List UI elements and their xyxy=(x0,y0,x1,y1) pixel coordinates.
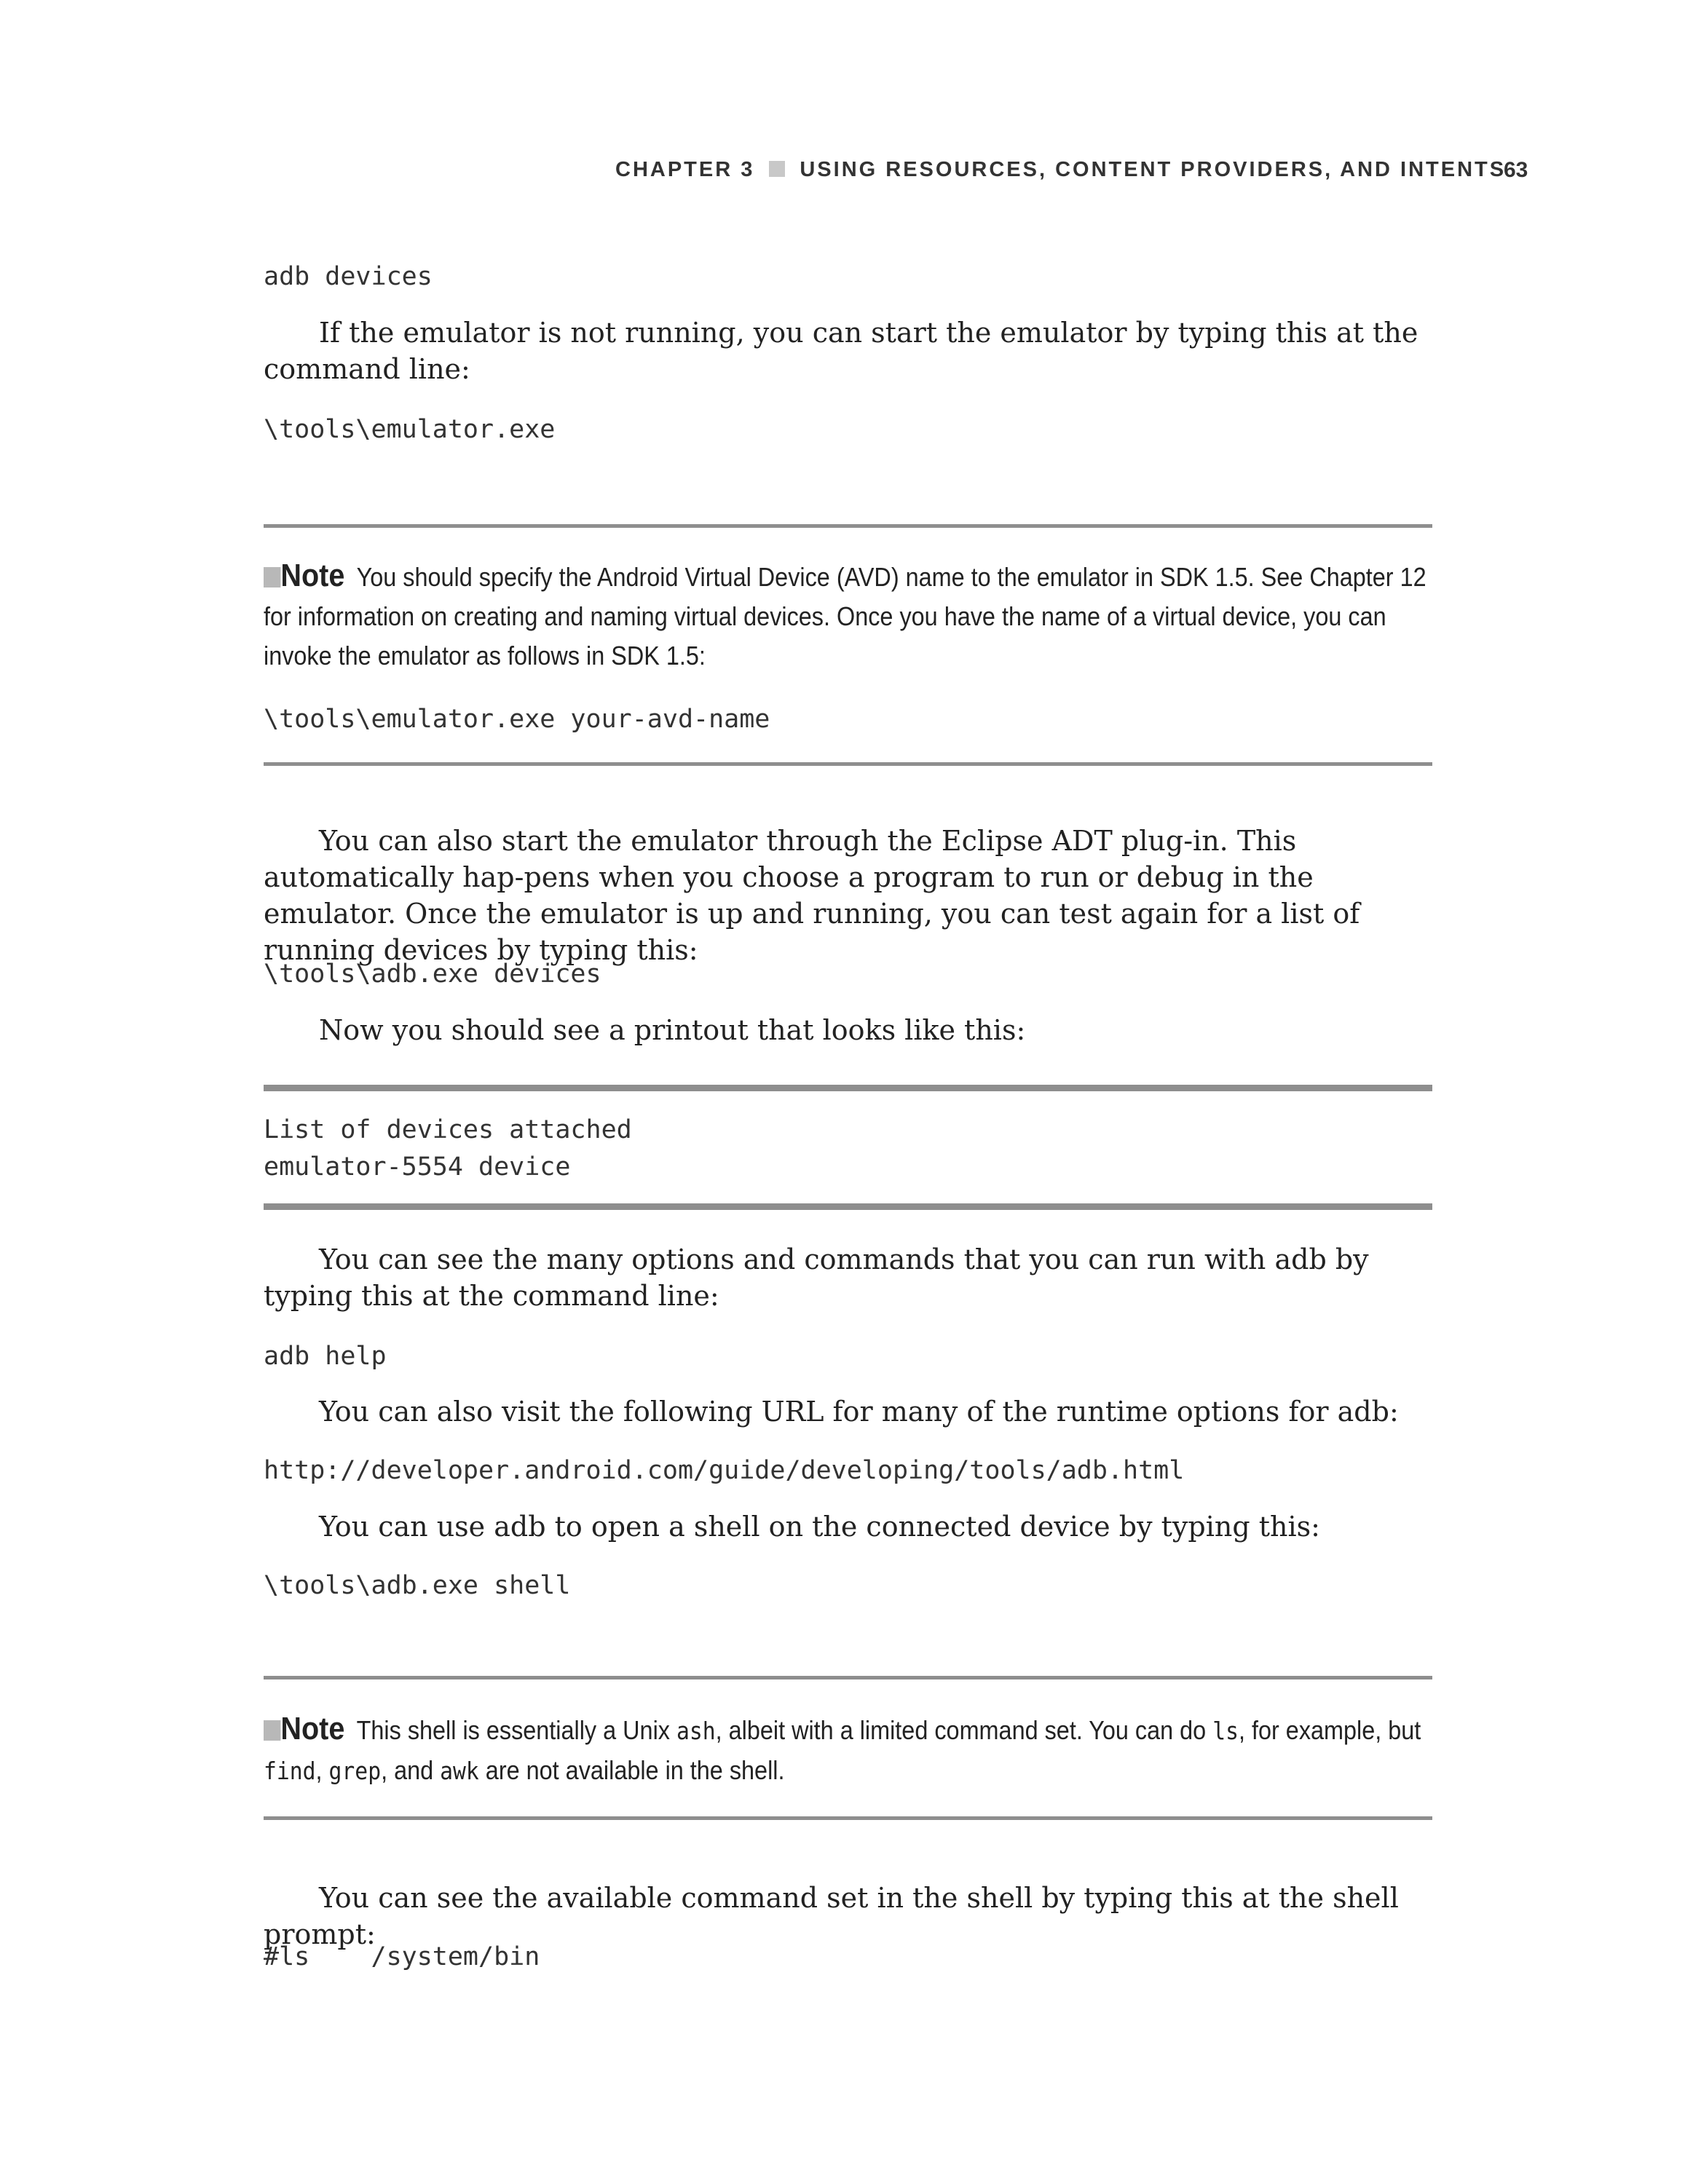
code-emulator-avd: \tools\emulator.exe your-avd-name xyxy=(264,705,770,734)
inline-code: ls xyxy=(1212,1717,1239,1745)
paragraph-eclipse-adt xyxy=(264,823,1432,968)
paragraph-text: You can also visit the following URL for many of the runtime options for adb: xyxy=(319,1396,1399,1428)
inline-code: find xyxy=(264,1757,316,1785)
inline-code: grep xyxy=(328,1757,382,1785)
code-ls-system-bin: #ls /system/bin xyxy=(264,1942,540,1971)
inline-code: awk xyxy=(440,1757,479,1785)
chapter-label: CHAPTER 3 xyxy=(615,158,755,181)
note-marker-icon xyxy=(264,567,280,587)
note-text: This shell is essentially a Unix xyxy=(356,1715,676,1745)
output-bottom-rule xyxy=(264,1203,1432,1210)
note-text: , xyxy=(315,1755,329,1785)
paragraph-text: You can see the available command set in the shell by typing this at the shell prompt: xyxy=(264,1882,1399,1950)
running-header xyxy=(615,158,1507,182)
note-text: , and xyxy=(381,1755,441,1785)
code-adb-exe-devices: \tools\adb.exe devices xyxy=(264,960,601,989)
paragraph-text: Now you should see a printout that looks like this: xyxy=(319,1014,1026,1046)
code-adb-shell: \tools\adb.exe shell xyxy=(264,1571,571,1600)
paragraph-shell xyxy=(264,1508,1432,1545)
note-label: Note xyxy=(280,558,345,593)
header-separator-icon xyxy=(769,161,785,177)
note-text: are not available in the shell. xyxy=(478,1755,785,1785)
paragraph-text: You can also start the emulator through the Eclipse ADT plug-in. This automatically hap-pens when you choose a program to run or debug in the emulator. Once the emulator is up and running, you can test again for a list of running devices by typing this: xyxy=(264,825,1360,966)
output-top-rule xyxy=(264,1085,1432,1091)
code-emulator-exe: \tools\emulator.exe xyxy=(264,415,556,444)
note2-top-rule xyxy=(264,1676,1432,1679)
paragraph-text: If the emulator is not running, you can start the emulator by typing this at the command line: xyxy=(264,317,1418,385)
code-url: http://developer.android.com/guide/developing/tools/adb.html xyxy=(264,1456,1185,1485)
paragraph-text: You can see the many options and commands that you can run with adb by typing this at the command line: xyxy=(264,1243,1369,1312)
paragraph-emulator-start xyxy=(264,314,1432,387)
note-bottom-rule xyxy=(264,762,1432,766)
code-adb-help: adb help xyxy=(264,1342,387,1371)
note-label: Note xyxy=(280,1711,345,1746)
note-text: , for example, but xyxy=(1238,1715,1421,1745)
paragraph-options xyxy=(264,1241,1432,1314)
paragraph-url xyxy=(264,1393,1432,1430)
note-text: You should specify the Android Virtual Device (AVD) name to the emulator in SDK 1.5. See Chapter 12 for information on creating and naming virtual devices. Once you have the name of a virtual device, you can invoke the emulator as follows in SDK 1.5: xyxy=(264,562,1426,670)
note2-bottom-rule xyxy=(264,1816,1432,1820)
code-adb-devices: adb devices xyxy=(264,262,433,291)
paragraph-text: You can use adb to open a shell on the connected device by typing this: xyxy=(319,1511,1320,1543)
chapter-title: USING RESOURCES, CONTENT PROVIDERS, AND INTENTS xyxy=(800,158,1507,181)
note-top-rule xyxy=(264,524,1432,528)
note-text: , albeit with a limited command set. You can do xyxy=(715,1715,1213,1745)
output-line-2: emulator-5554 device xyxy=(264,1152,571,1182)
output-line-1: List of devices attached xyxy=(264,1115,632,1144)
note-avd xyxy=(264,556,1432,676)
page-number: 63 xyxy=(1504,158,1528,182)
paragraph-printout xyxy=(264,1012,1432,1048)
note-marker-icon xyxy=(264,1720,280,1741)
inline-code: ash xyxy=(676,1717,716,1745)
note-shell xyxy=(264,1709,1432,1791)
